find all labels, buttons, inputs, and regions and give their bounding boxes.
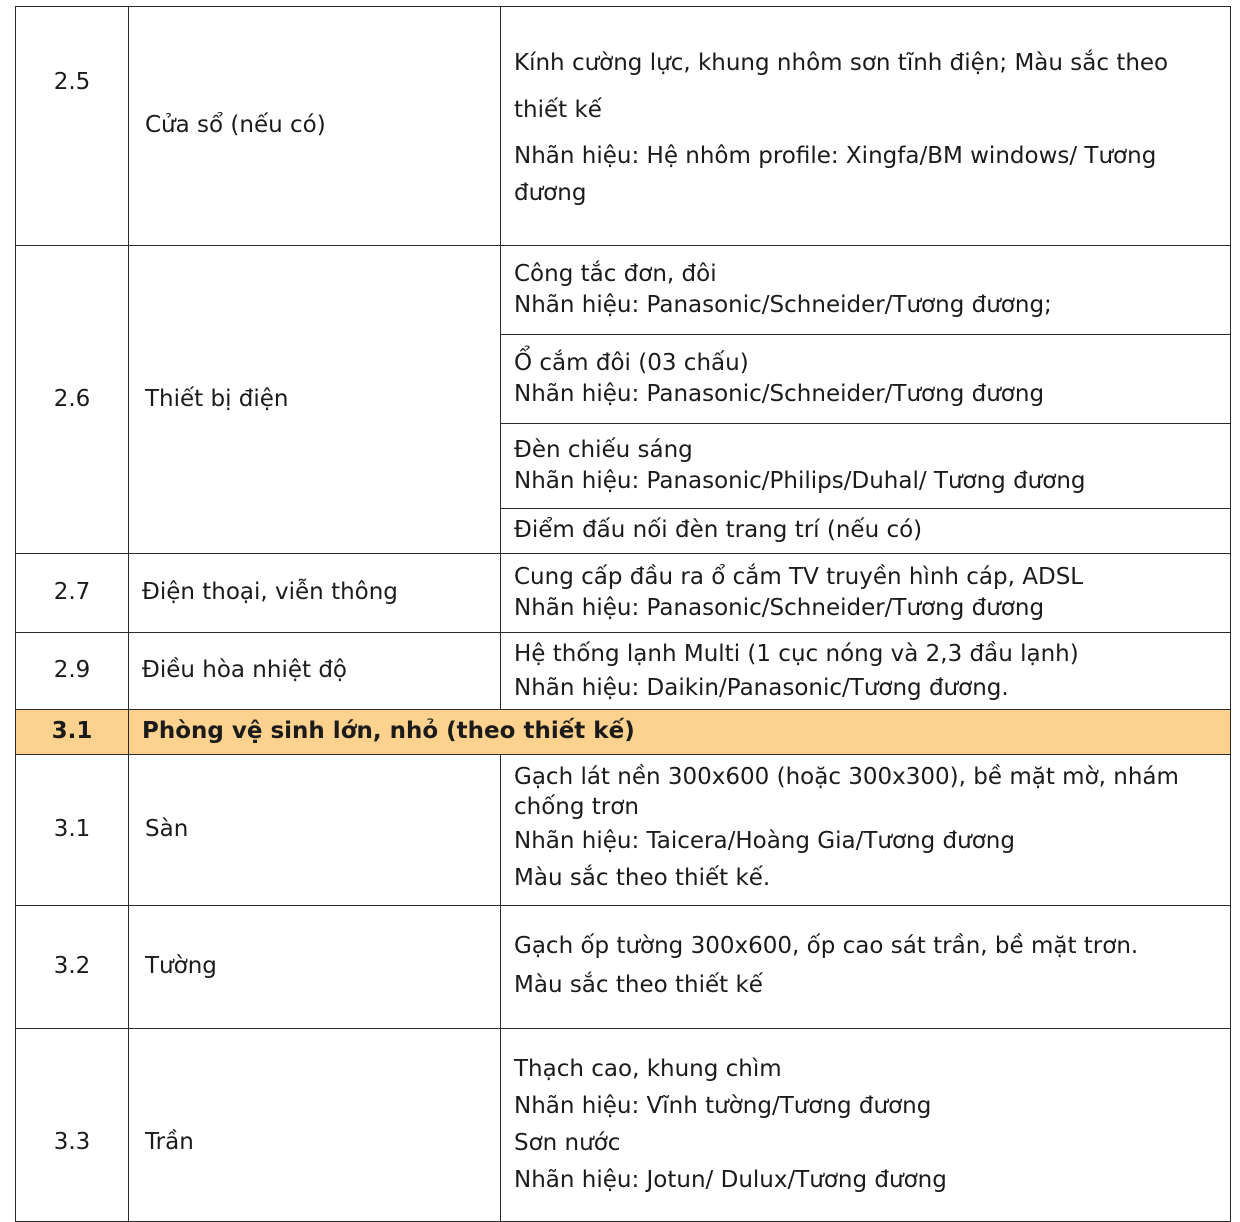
table-row: [16, 755, 1231, 906]
row-description: [501, 335, 1231, 424]
section-header-row: [16, 710, 1231, 755]
table-row: [16, 554, 1231, 633]
row-description: [501, 554, 1231, 633]
description-line: Nhãn hiệu: Vĩnh tường/Tương đương: [514, 1093, 932, 1120]
description-line: Nhãn hiệu: Panasonic/Philips/Duhal/ Tương đương: [514, 468, 1086, 494]
table-row: [16, 1029, 1231, 1222]
table-row: [16, 246, 1231, 335]
row-item: Tường: [129, 906, 501, 1029]
row-number: 2.6: [16, 246, 129, 554]
row-number: 3.3: [16, 1029, 129, 1222]
row-number: 2.9: [16, 633, 129, 710]
row-description: [501, 509, 1231, 554]
description-line: Cung cấp đầu ra ổ cắm TV truyền hình cáp, ADSL: [514, 563, 1084, 590]
row-description: [501, 246, 1231, 335]
description-line: Nhãn hiệu: Panasonic/Schneider/Tương đương: [514, 381, 1045, 407]
description-line: Điểm đấu nối đèn trang trí (nếu có): [514, 517, 923, 544]
description-line: Kính cường lực, khung nhôm sơn tĩnh điện; Màu sắc theo thiết kế: [514, 50, 1169, 123]
row-item: Cửa sổ (nếu có): [129, 7, 501, 246]
description-line: Gạch lát nền 300x600 (hoặc 300x300), bề mặt mờ, nhám chống trơn: [514, 764, 1179, 821]
section-title: Phòng vệ sinh lớn, nhỏ (theo thiết kế): [129, 710, 1231, 755]
description-line: Nhãn hiệu: Taicera/Hoàng Gia/Tương đương: [514, 828, 1015, 855]
row-number: 3.1: [16, 755, 129, 906]
row-item: Thiết bị điện: [129, 246, 501, 554]
description-line: Hệ thống lạnh Multi (1 cục nóng và 2,3 đầu lạnh): [514, 640, 1079, 667]
description-line: Nhãn hiệu: Hệ nhôm profile: Xingfa/BM windows/ Tương đương: [514, 143, 1157, 206]
row-number: 2.7: [16, 554, 129, 633]
row-description: [501, 755, 1231, 906]
description-line: Đèn chiếu sáng: [514, 436, 693, 463]
description-line: Nhãn hiệu: Jotun/ Dulux/Tương đương: [514, 1166, 947, 1193]
description-line: Sơn nước: [514, 1130, 621, 1156]
description-line: Công tắc đơn, đôi: [514, 260, 717, 287]
table-row: [16, 906, 1231, 1029]
row-description: [501, 7, 1231, 246]
description-line: Nhãn hiệu: Daikin/Panasonic/Tương đương.: [514, 675, 1009, 701]
section-number: 3.1: [16, 710, 129, 755]
row-number: 2.5: [16, 7, 129, 246]
table-row: [16, 633, 1231, 710]
row-item: Điện thoại, viễn thông: [129, 554, 501, 633]
specification-table: [15, 6, 1231, 1222]
row-description: [501, 633, 1231, 710]
description-line: Gạch ốp tường 300x600, ốp cao sát trần, bề mặt trơn.: [514, 933, 1139, 960]
description-line: Ổ cắm đôi (03 chấu): [514, 349, 749, 376]
row-number: 3.2: [16, 906, 129, 1029]
description-line: Màu sắc theo thiết kế.: [514, 864, 771, 891]
description-line: Màu sắc theo thiết kế: [514, 972, 763, 999]
description-line: Thạch cao, khung chìm: [514, 1056, 782, 1083]
row-description: [501, 906, 1231, 1029]
row-description: [501, 1029, 1231, 1222]
row-item: Điều hòa nhiệt độ: [129, 633, 501, 710]
description-line: Nhãn hiệu: Panasonic/Schneider/Tương đương: [514, 595, 1045, 621]
table-row: [16, 7, 1231, 246]
row-item: Sàn: [129, 755, 501, 906]
description-line: Nhãn hiệu: Panasonic/Schneider/Tương đương;: [514, 292, 1052, 318]
row-description: [501, 424, 1231, 509]
row-item: Trần: [129, 1029, 501, 1222]
